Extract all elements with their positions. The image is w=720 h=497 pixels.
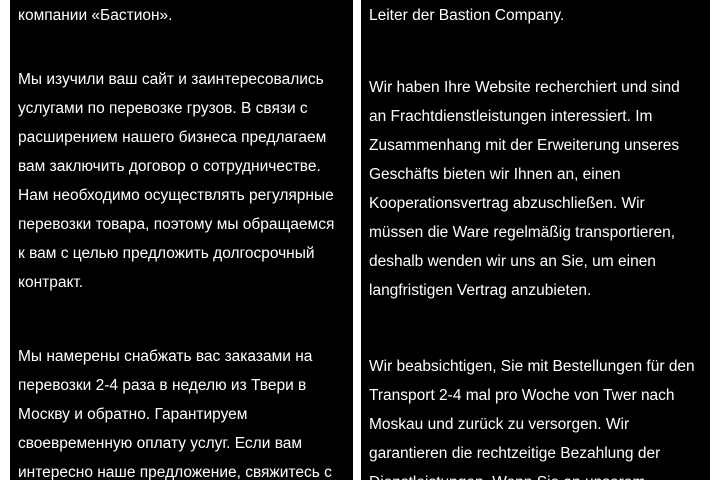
text-line: Dienstleistungen. Wenn Sie an unserem xyxy=(369,474,646,491)
right-fragment xyxy=(369,1,564,30)
text-line: вам заключить договор о сотрудничестве. xyxy=(18,158,321,175)
text-line: перевозки товара, поэтому мы обращаемся xyxy=(18,216,335,233)
text-line: Мы намерены снабжать вас заказами на xyxy=(18,348,313,365)
text-line: Leiter der Bastion Company. xyxy=(369,7,565,24)
text-line: перевозки 2-4 раза в неделю из Твери в xyxy=(18,377,307,394)
text-line: к вам с целью предложить долгосрочный xyxy=(18,245,315,262)
left-fragment xyxy=(18,1,172,30)
text-line: интересно наше предложение, свяжитесь с xyxy=(18,464,332,481)
text-line: компании «Бастион». xyxy=(18,7,173,24)
text-line: Kooperationsvertrag abzuschließen. Wir xyxy=(369,195,645,212)
text-line: garantieren die rechtzeitige Bezahlung der xyxy=(369,445,661,462)
text-line: Geschäfts bieten wir Ihnen an, einen xyxy=(369,166,621,183)
text-line: контракт. xyxy=(18,274,84,291)
text-line: Москву и обратно. Гарантируем xyxy=(18,406,248,423)
text-line: an Frachtdienstleistungen interessiert. Im xyxy=(369,108,653,125)
text-line: Мы изучили ваш сайт и заинтересовались xyxy=(18,71,324,88)
text-line: Transport 2-4 mal pro Woche von Twer nach xyxy=(369,387,675,404)
right-paragraph-1 xyxy=(369,73,680,305)
text-line: расширением нашего бизнеса предлагаем xyxy=(18,129,327,146)
text-line: müssen die Ware regelmäßig transportieren, xyxy=(369,224,676,241)
russian-text-panel xyxy=(10,0,353,480)
text-line: langfristigen Vertrag anzubieten. xyxy=(369,282,592,299)
right-paragraph-2 xyxy=(369,352,695,497)
text-line: Wir haben Ihre Website recherchiert und sind xyxy=(369,79,680,96)
text-line: своевременную оплату услуг. Если вам xyxy=(18,435,303,452)
text-line: Wir beabsichtigen, Sie mit Bestellungen für den xyxy=(369,358,695,375)
text-line: deshalb wenden wir uns an Sie, um einen xyxy=(369,253,656,270)
left-paragraph-2 xyxy=(18,342,332,487)
german-text-panel xyxy=(361,0,710,491)
text-line: услугами по перевозке грузов. В связи с xyxy=(18,100,308,117)
text-line: Moskau und zurück zu versorgen. Wir xyxy=(369,416,630,433)
text-line: Zusammenhang mit der Erweiterung unseres xyxy=(369,137,680,154)
left-paragraph-1 xyxy=(18,65,334,297)
text-line: Нам необходимо осуществлять регулярные xyxy=(18,187,334,204)
